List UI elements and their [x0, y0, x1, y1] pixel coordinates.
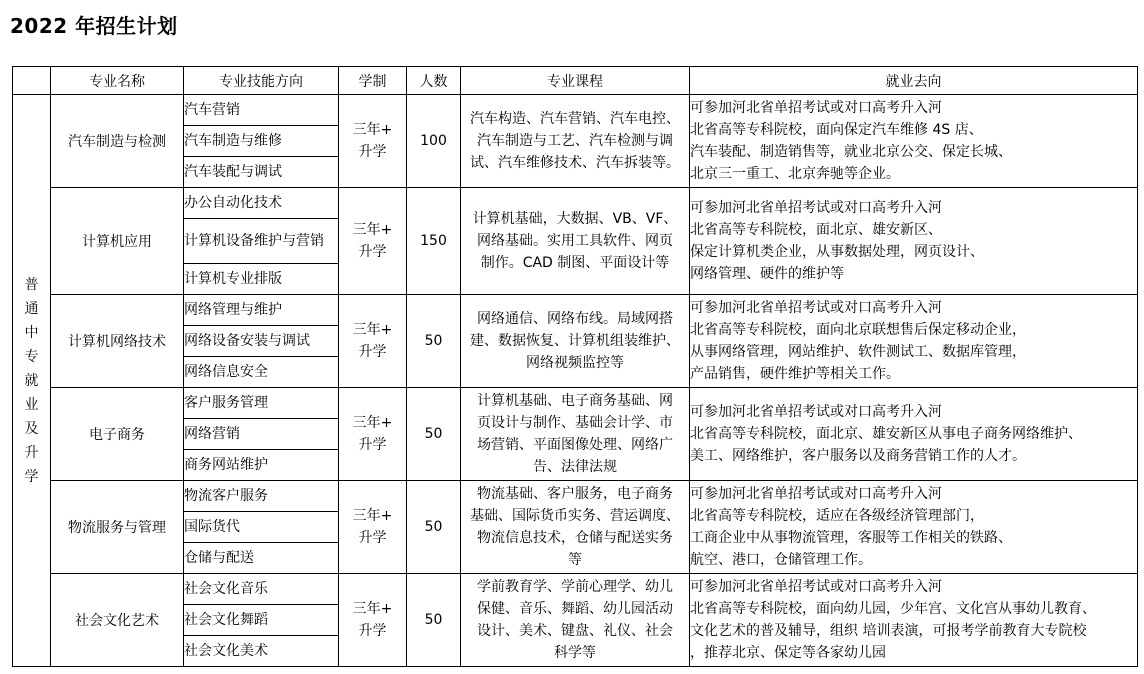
study-length: [339, 295, 407, 388]
course-list: [461, 388, 690, 481]
study-length-line: 升学: [358, 623, 387, 639]
header-blank: [13, 67, 51, 95]
employment-destination: [690, 574, 1138, 667]
study-length-line: 升学: [358, 344, 387, 360]
employment-line: 航空、港口，仓储管理工作。: [690, 552, 872, 568]
skill-direction: 汽车制造与维修: [184, 126, 339, 157]
course-line: 计算机基础、电子商务基础、网: [477, 393, 673, 409]
employment-destination: [690, 481, 1138, 574]
skill-direction: 商务网站维护: [184, 450, 339, 481]
course-line: 设计、美术、键盘、礼仪、社会: [477, 623, 673, 639]
major-name: 物流服务与管理: [51, 481, 184, 574]
course-line: 网络通信、网络布线。局域网搭: [477, 311, 673, 327]
course-list: [461, 481, 690, 574]
header-courses: 专业课程: [461, 67, 690, 95]
side-label-char: 及: [24, 420, 39, 437]
skill-direction: 社会文化音乐: [184, 574, 339, 605]
table-row: [13, 188, 1138, 219]
employment-line: 可参加河北省单招考试或对口高考升入河: [690, 579, 942, 595]
employment-line: 工商企业中从事物流管理，客服等工作相关的铁路、: [690, 530, 1012, 546]
study-length-line: 升学: [358, 144, 387, 160]
course-line: 网络基础。实用工具软件、网页: [477, 233, 673, 249]
skill-direction: 计算机专业排版: [184, 264, 339, 295]
employment-line: 北省高等专科院校，面向北京联想售后保定移动企业，: [690, 322, 1026, 338]
page-title: 2022 年招生计划: [10, 14, 178, 38]
course-line: 科学等: [554, 645, 596, 661]
study-length-line: 三年+: [352, 222, 393, 238]
study-length-line: 三年+: [352, 322, 393, 338]
table-row: [13, 388, 1138, 419]
study-length: [339, 388, 407, 481]
table-row: [13, 95, 1138, 126]
employment-line: 产品销售，硬件维护等相关工作。: [690, 366, 900, 382]
study-length-line: 三年+: [352, 122, 393, 138]
course-line: 试、汽车维修技术、汽车拆装等。: [470, 155, 680, 171]
skill-direction: 汽车装配与调试: [184, 157, 339, 188]
study-length-line: 升学: [358, 244, 387, 260]
employment-line: 保定计算机类企业，从事数据处理，网页设计、: [690, 244, 984, 260]
table-row: [13, 481, 1138, 512]
employment-line: 可参加河北省单招考试或对口高考升入河: [690, 300, 942, 316]
side-label-char: 就: [24, 372, 39, 389]
enrollment-count: 150: [407, 188, 461, 295]
course-list: [461, 295, 690, 388]
employment-line: 北省高等专科院校，面北京、雄安新区从事电子商务网络维护、: [690, 426, 1082, 442]
side-label-char: 普: [24, 276, 39, 293]
course-line: 等: [568, 552, 582, 568]
major-name: 汽车制造与检测: [51, 95, 184, 188]
employment-line: 网络管理、硬件的维护等: [690, 266, 844, 282]
skill-direction: 社会文化舞蹈: [184, 605, 339, 636]
skill-direction: 计算机设备维护与营销: [184, 219, 339, 264]
header-major: 专业名称: [51, 67, 184, 95]
employment-line: 文化艺术的普及辅导，组织 培训表演，可报考学前教育大专院校: [690, 623, 1087, 639]
enrollment-count: 50: [407, 481, 461, 574]
study-length: [339, 574, 407, 667]
course-line: 物流基础、客户服务，电子商务: [477, 486, 673, 502]
study-length: [339, 188, 407, 295]
course-line: 学前教育学、学前心理学、幼儿: [477, 579, 673, 595]
employment-destination: [690, 188, 1138, 295]
employment-line: 北省高等专科院校，面向幼儿园，少年宫、文化宫从事幼儿教育、: [690, 601, 1096, 617]
skill-direction: 汽车营销: [184, 95, 339, 126]
major-name: 电子商务: [51, 388, 184, 481]
employment-line: 可参加河北省单招考试或对口高考升入河: [690, 100, 942, 116]
study-length-line: 升学: [358, 437, 387, 453]
skill-direction: 网络信息安全: [184, 357, 339, 388]
employment-line: 可参加河北省单招考试或对口高考升入河: [690, 404, 942, 420]
skill-direction: 网络管理与维护: [184, 295, 339, 326]
side-label-char: 升: [24, 444, 39, 461]
course-line: 汽车构造、汽车营销、汽车电控、: [470, 111, 680, 127]
course-list: [461, 574, 690, 667]
enrollment-count: 50: [407, 295, 461, 388]
header-length: 学制: [339, 67, 407, 95]
course-line: 网络视频监控等: [526, 355, 624, 371]
employment-line: 可参加河北省单招考试或对口高考升入河: [690, 200, 942, 216]
study-length-line: 升学: [358, 530, 387, 546]
employment-destination: [690, 95, 1138, 188]
major-name: 计算机应用: [51, 188, 184, 295]
course-list: [461, 95, 690, 188]
side-category-label: [13, 95, 51, 667]
employment-line: 北京三一重工、北京奔驰等企业。: [690, 166, 900, 182]
side-label-char: 业: [24, 396, 39, 413]
study-length-line: 三年+: [352, 508, 393, 524]
header-direction: 专业技能方向: [184, 67, 339, 95]
study-length-line: 三年+: [352, 415, 393, 431]
course-line: 页设计与制作、基础会计学、市: [477, 415, 673, 431]
skill-direction: 仓储与配送: [184, 543, 339, 574]
employment-destination: [690, 295, 1138, 388]
employment-line: 从事网络管理，网站维护、软件测试工、数据库管理，: [690, 344, 1026, 360]
header-row: [13, 67, 1138, 95]
enrollment-count: 50: [407, 574, 461, 667]
study-length: [339, 481, 407, 574]
course-line: 场营销、平面图像处理、网络广: [477, 437, 673, 453]
course-line: 告、法律法规: [533, 459, 617, 475]
table-row: [13, 295, 1138, 326]
study-length-line: 三年+: [352, 601, 393, 617]
employment-line: 汽车装配、制造销售等，就业北京公交、保定长城、: [690, 144, 1012, 160]
skill-direction: 网络营销: [184, 419, 339, 450]
course-line: 制作。CAD 制图、平面设计等: [480, 255, 670, 271]
skill-direction: 国际货代: [184, 512, 339, 543]
course-line: 计算机基础，大数据、VB、VF、: [472, 211, 678, 227]
course-line: 保健、音乐、舞蹈、幼儿园活动: [477, 601, 673, 617]
skill-direction: 办公自动化技术: [184, 188, 339, 219]
major-name: 计算机网络技术: [51, 295, 184, 388]
study-length: [339, 95, 407, 188]
side-label-char: 通: [24, 300, 39, 317]
skill-direction: 客户服务管理: [184, 388, 339, 419]
skill-direction: 社会文化美术: [184, 636, 339, 667]
employment-line: 北省高等专科院校，面向保定汽车维修 4S 店、: [690, 122, 983, 138]
table-row: [13, 574, 1138, 605]
header-count: 人数: [407, 67, 461, 95]
employment-line: 北省高等专科院校，适应在各级经济管理部门，: [690, 508, 984, 524]
side-label-char: 中: [24, 324, 39, 341]
employment-line: ，推荐北京、保定等各家幼儿园: [690, 645, 886, 661]
side-label-char: 学: [24, 468, 39, 485]
course-line: 物流信息技术，仓储与配送实务: [477, 530, 673, 546]
side-label-char: 专: [24, 348, 39, 365]
course-list: [461, 188, 690, 295]
employment-line: 可参加河北省单招考试或对口高考升入河: [690, 486, 942, 502]
skill-direction: 网络设备安装与调试: [184, 326, 339, 357]
skill-direction: 物流客户服务: [184, 481, 339, 512]
employment-destination: [690, 388, 1138, 481]
enrollment-count: 100: [407, 95, 461, 188]
employment-line: 美工、网络维护，客户服务以及商务营销工作的人才。: [690, 448, 1026, 464]
major-name: 社会文化艺术: [51, 574, 184, 667]
course-line: 汽车制造与工艺、汽车检测与调: [477, 133, 673, 149]
header-employment: 就业去向: [690, 67, 1138, 95]
employment-line: 北省高等专科院校，面北京、雄安新区、: [690, 222, 942, 238]
course-line: 基础、国际货币实务、营运调度、: [470, 508, 680, 524]
enrollment-count: 50: [407, 388, 461, 481]
course-line: 建、数据恢复、计算机组装维护、: [470, 333, 680, 349]
enrollment-plan-table: [12, 66, 1138, 667]
